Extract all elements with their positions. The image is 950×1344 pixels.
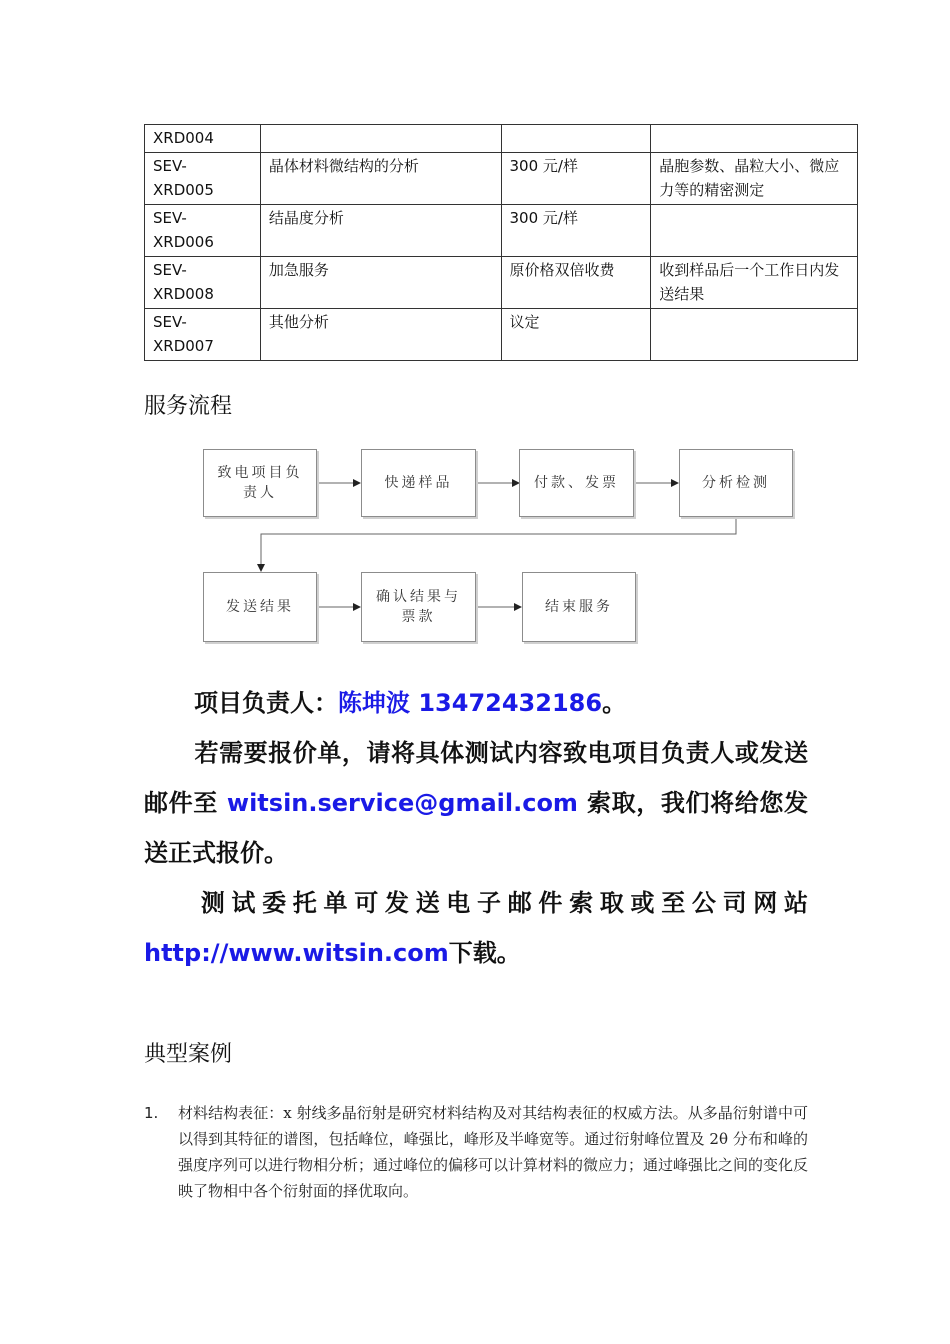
service-item-cell (260, 125, 501, 153)
flow-step-confirm-results: 确认结果与票款 (361, 572, 476, 642)
quote-request-paragraph (144, 728, 808, 878)
table-row (145, 257, 858, 309)
service-code: XRD004 (153, 129, 214, 147)
service-price-cell: 300 元/样 (501, 153, 651, 205)
service-code: XRD008 (153, 285, 214, 303)
request-form-paragraph (144, 878, 808, 978)
service-item-cell: 其他分析 (260, 309, 501, 361)
flow-step-send-results: 发送结果 (203, 572, 317, 642)
cases-heading: 典型案例 (144, 1042, 233, 1067)
manager-label: 项目负责人： (194, 689, 338, 717)
flow-step-call-manager: 致电项目负责人 (203, 449, 317, 517)
service-note-cell (651, 309, 858, 361)
service-code-prefix: SEV- (153, 157, 187, 175)
list-item (144, 1100, 808, 1204)
service-price-cell: 原价格双倍收费 (501, 257, 651, 309)
table-row (145, 205, 858, 257)
service-code-prefix: SEV- (153, 261, 187, 279)
service-note-cell: 晶胞参数、晶粒大小、微应力等的精密测定 (651, 153, 858, 205)
table-row (145, 153, 858, 205)
service-item-cell: 加急服务 (260, 257, 501, 309)
service-code-cell (145, 205, 261, 257)
sentence-end: 。 (602, 689, 627, 717)
form-text-end: 下载。 (448, 939, 521, 967)
service-code-cell (145, 125, 261, 153)
case-text: 材料结构表征：x 射线多晶衍射是研究材料结构及对其结构表征的权威方法。从多晶衍射谱中可以得到其特征的谱图，包括峰位，峰强比，峰形及半峰宽等。通过衍射峰位置及 2θ 分布和峰的强度序列可以进行物相分析；通过峰位的偏移可以计算材料的微应力；通过峰强比之间的变化反映了物相中各个衍射面的择优取向。 (178, 1104, 809, 1200)
service-item-cell: 晶体材料微结构的分析 (260, 153, 501, 205)
quote-text-end: 索取，我们将给您发送正式报价。 (144, 789, 809, 867)
service-price-cell (501, 125, 651, 153)
service-code-prefix: SEV- (153, 209, 187, 227)
price-table (144, 124, 858, 361)
service-code: XRD007 (153, 337, 214, 355)
flow-arrow (261, 518, 736, 571)
service-code-cell (145, 309, 261, 361)
service-price-cell: 议定 (501, 309, 651, 361)
service-price-cell: 300 元/样 (501, 205, 651, 257)
flow-step-ship-sample: 快递样品 (361, 449, 476, 517)
service-code: XRD006 (153, 233, 214, 251)
website-link[interactable]: http://www.witsin.com (144, 939, 449, 967)
service-note-cell (651, 205, 858, 257)
table-row (145, 309, 858, 361)
flow-step-analysis: 分析检测 (679, 449, 793, 517)
service-flow-heading: 服务流程 (144, 394, 233, 419)
list-number: 1. (144, 1104, 159, 1122)
flow-step-end-service: 结束服务 (522, 572, 636, 642)
project-manager-line (144, 678, 808, 728)
form-text-start: 测试委托单可发送电子邮件索取或至公司网站 (194, 889, 808, 917)
quote-text-start: 若需要报价单，请将具体测试内容致电项目负责人或发送邮件至 (144, 739, 808, 817)
manager-phone[interactable]: 13472432186 (418, 689, 603, 717)
email-link[interactable]: witsin.service@gmail.com (226, 789, 578, 817)
manager-name: 陈坤波 (338, 689, 410, 717)
service-code: XRD005 (153, 181, 214, 199)
service-code-prefix: SEV- (153, 313, 187, 331)
flow-step-payment-invoice: 付款、发票 (519, 449, 634, 517)
service-note-cell (651, 125, 858, 153)
service-note-cell: 收到样品后一个工作日内发送结果 (651, 257, 858, 309)
service-code-cell (145, 257, 261, 309)
table-row (145, 125, 858, 153)
service-code-cell (145, 153, 261, 205)
service-item-cell: 结晶度分析 (260, 205, 501, 257)
